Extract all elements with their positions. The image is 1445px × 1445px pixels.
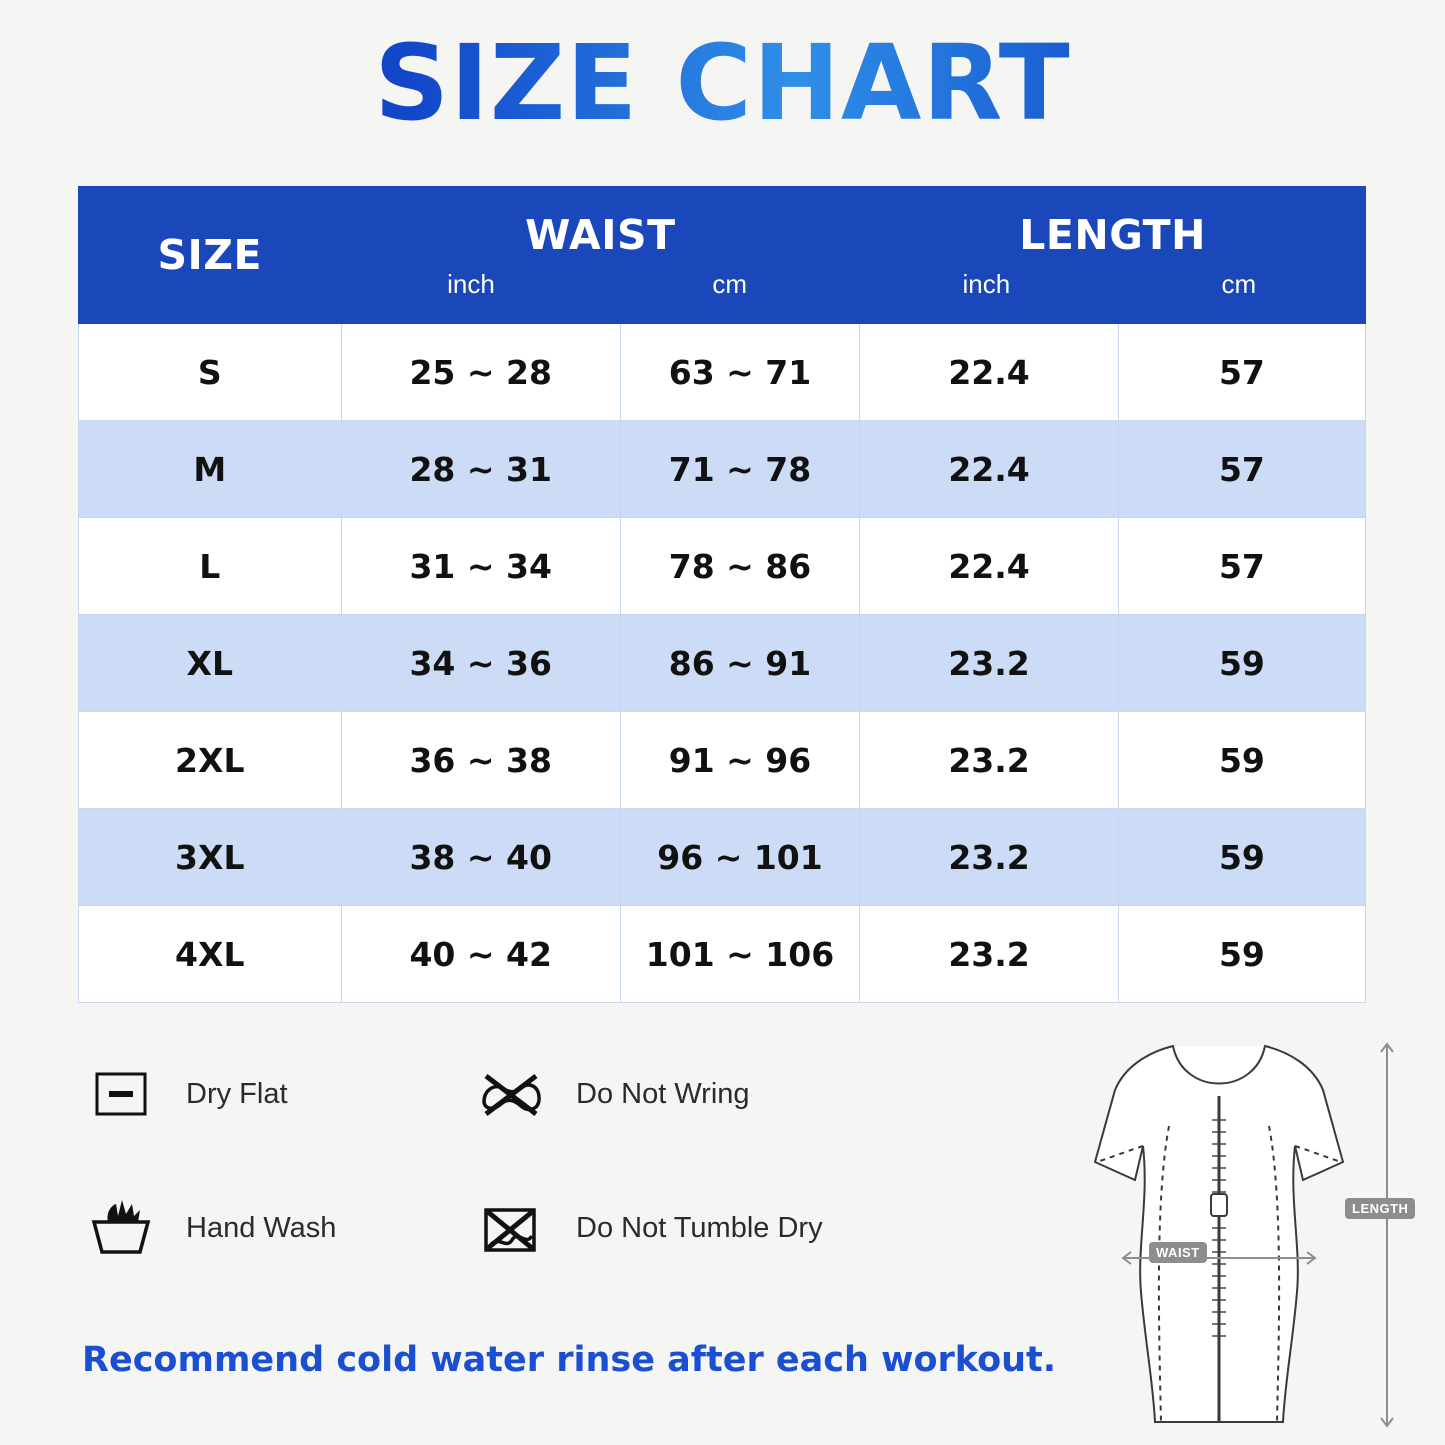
cell-size: 3XL [79,809,342,906]
table-row [79,809,1366,906]
cell-length-cm: 59 [1118,712,1365,809]
cell-length-inch: 23.2 [860,712,1119,809]
table-body [79,324,1366,1003]
care-item-hand-wash [80,1189,470,1267]
cell-size: 4XL [79,906,342,1003]
care-label: Do Not Wring [576,1077,750,1110]
cell-length-inch: 23.2 [860,809,1119,906]
cell-length-inch: 22.4 [860,421,1119,518]
cell-waist-cm: 91 ~ 96 [620,712,859,809]
waist-unit-inch: inch [447,268,495,299]
cell-waist-inch: 28 ~ 31 [341,421,620,518]
cell-length-cm: 59 [1118,809,1365,906]
cell-length-cm: 57 [1118,324,1365,421]
table-row [79,906,1366,1003]
cell-length-inch: 22.4 [860,518,1119,615]
hand-wash-icon [80,1189,162,1267]
care-label: Hand Wash [186,1211,337,1244]
do-not-wring-icon [470,1055,552,1133]
cell-waist-cm: 86 ~ 91 [620,615,859,712]
cell-waist-cm: 71 ~ 78 [620,421,859,518]
cell-length-cm: 59 [1118,906,1365,1003]
cell-waist-inch: 40 ~ 42 [341,906,620,1003]
page-title: SIZE CHART [0,26,1445,140]
cell-size: XL [79,615,342,712]
cell-length-cm: 59 [1118,615,1365,712]
cell-waist-inch: 36 ~ 38 [341,712,620,809]
cell-size: M [79,421,342,518]
care-instructions [80,1055,960,1323]
cell-waist-inch: 38 ~ 40 [341,809,620,906]
table-row [79,421,1366,518]
garment-illustration [997,1030,1417,1440]
cell-length-cm: 57 [1118,518,1365,615]
waist-unit-cm: cm [712,268,748,299]
column-header-length: LENGTH inch cm [860,187,1366,324]
cell-length-cm: 57 [1118,421,1365,518]
dry-flat-icon [80,1055,162,1133]
cell-waist-inch: 34 ~ 36 [341,615,620,712]
recommendation-note: Recommend cold water rinse after each workout. [82,1340,1057,1380]
care-item-dry-flat [80,1055,470,1133]
table-row [79,324,1366,421]
care-item-do-not-wring [470,1055,860,1133]
cell-length-inch: 23.2 [860,906,1119,1003]
cell-size: 2XL [79,712,342,809]
cell-length-inch: 23.2 [860,615,1119,712]
care-label: Do Not Tumble Dry [576,1211,823,1244]
length-unit-inch: inch [962,268,1011,299]
cell-waist-inch: 25 ~ 28 [341,324,620,421]
table-head [79,187,1366,324]
length-measure-badge: LENGTH [1345,1198,1415,1219]
cell-waist-cm: 101 ~ 106 [620,906,859,1003]
size-table-container [78,186,1366,1003]
length-unit-cm: cm [1221,268,1257,299]
cell-size: S [79,324,342,421]
table-row [79,712,1366,809]
cell-length-inch: 22.4 [860,324,1119,421]
table-row [79,615,1366,712]
cell-waist-inch: 31 ~ 34 [341,518,620,615]
column-header-size: SIZE [79,187,342,324]
care-item-do-not-tumble-dry [470,1189,860,1267]
column-header-waist: WAIST inch cm [341,187,860,324]
do-not-tumble-dry-icon [470,1189,552,1267]
cell-waist-cm: 78 ~ 86 [620,518,859,615]
cell-waist-cm: 96 ~ 101 [620,809,859,906]
care-label: Dry Flat [186,1077,288,1110]
cell-size: L [79,518,342,615]
size-table [78,186,1366,1003]
waist-measure-badge: WAIST [1149,1242,1207,1263]
table-row [79,518,1366,615]
cell-waist-cm: 63 ~ 71 [620,324,859,421]
